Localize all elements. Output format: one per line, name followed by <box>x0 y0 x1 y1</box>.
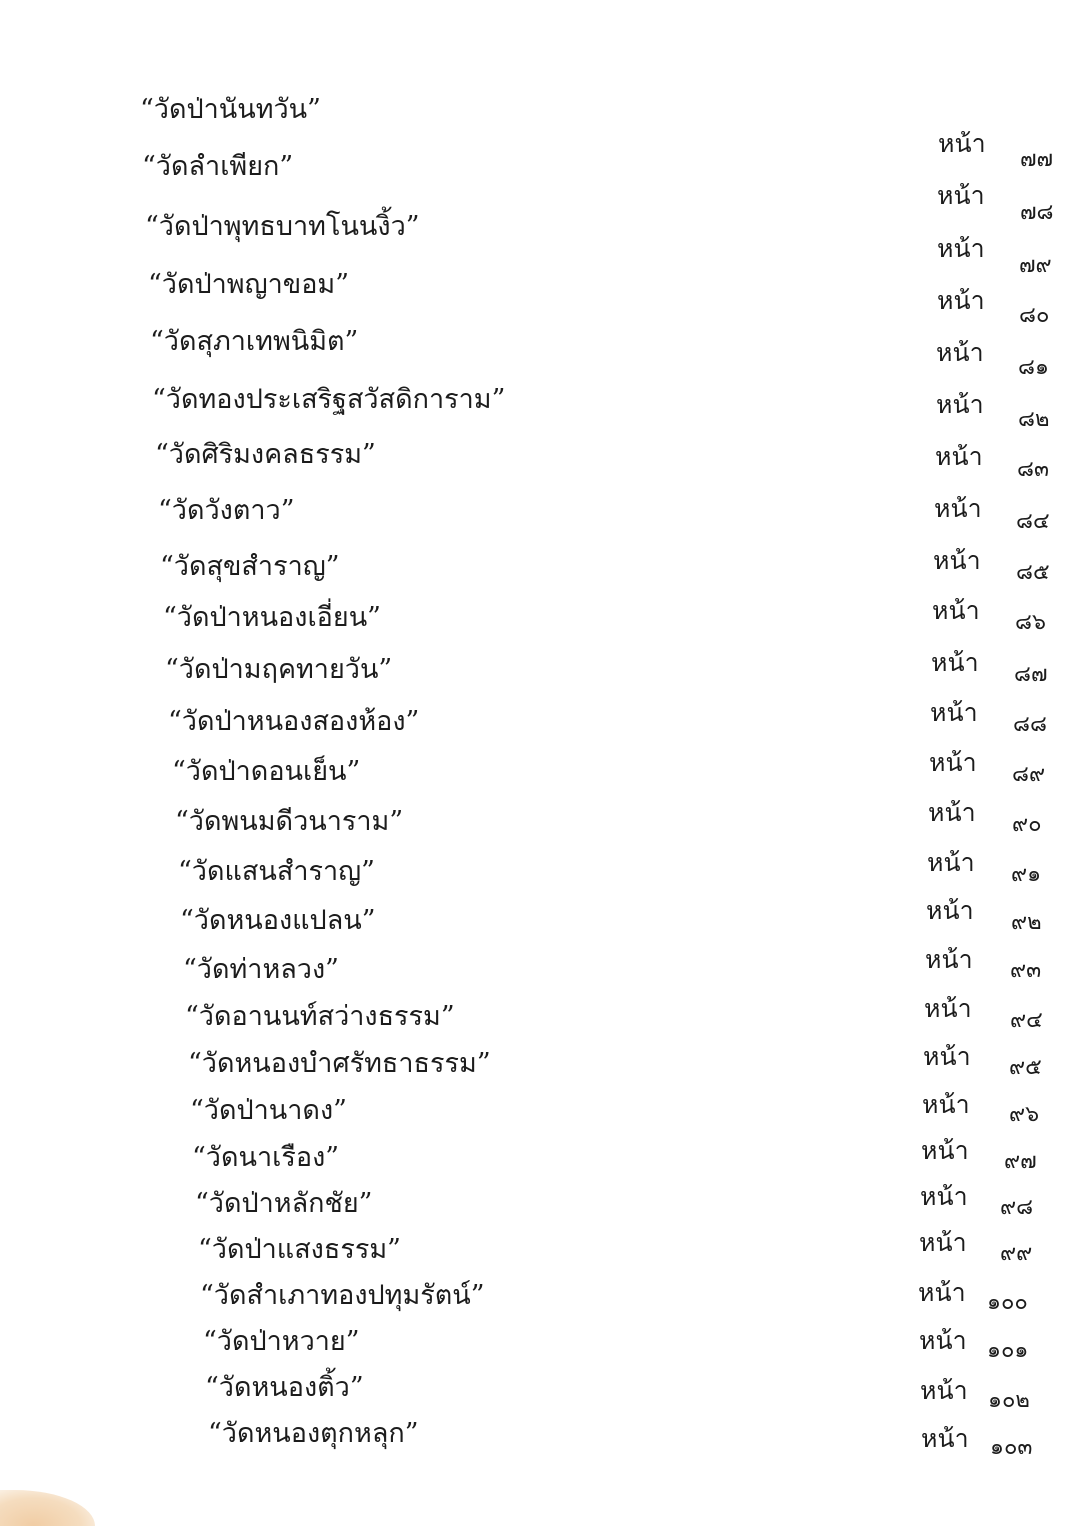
temple-name: “วัดนาเรือง” <box>192 1142 340 1173</box>
page-label: หน้า <box>935 442 983 471</box>
page-number: ๘๕ <box>1016 560 1050 585</box>
page-number: ๙๒ <box>1011 910 1042 935</box>
temple-name: “วัดสำเภาทองปทุมรัตน์” <box>200 1280 485 1311</box>
page-number: ๘๔ <box>1016 509 1050 534</box>
page-label: หน้า <box>919 1326 967 1355</box>
temple-name: “วัดหนองติ้ว” <box>205 1372 364 1403</box>
page-number: ๙๐ <box>1012 812 1042 837</box>
page-label: หน้า <box>918 1278 966 1307</box>
page-label: หน้า <box>922 1090 970 1119</box>
temple-name: “วัดป่าหวาย” <box>203 1326 360 1357</box>
page-number: ๘๙ <box>1012 762 1046 787</box>
temple-name: “วัดศิริมงคลธรรม” <box>155 439 376 470</box>
temple-name: “วัดพนมดีวนาราม” <box>175 806 404 837</box>
temple-name: “วัดป่ามฤคทายวัน” <box>165 654 393 685</box>
temple-name: “วัดป่าแสงธรรม” <box>198 1234 401 1265</box>
temple-name: “วัดวังตาว” <box>158 495 295 526</box>
page-label: หน้า <box>928 798 976 827</box>
page-number: ๙๕ <box>1009 1055 1042 1080</box>
page-label: หน้า <box>926 896 974 925</box>
page-number: ๘๐ <box>1019 303 1050 328</box>
temple-name: “วัดป่าพุทธบาทโนนงิ้ว” <box>145 211 420 242</box>
temple-name: “วัดป่าหนองเอี่ยน” <box>163 602 381 633</box>
temple-name: “วัดป่าหลักชัย” <box>195 1188 373 1219</box>
page-number: ๙๑ <box>1011 862 1042 887</box>
temple-name: “วัดอานนท์สว่างธรรม” <box>185 1001 455 1032</box>
page-label: หน้า <box>919 1228 967 1257</box>
page-number: ๘๒ <box>1018 407 1050 432</box>
page-number: ๗๗ <box>1020 147 1054 172</box>
temple-name: “วัดป่าดอนเย็น” <box>172 756 361 787</box>
temple-name: “วัดหนองตุกหลุก” <box>208 1418 419 1449</box>
page-number: ๗๙ <box>1019 253 1052 278</box>
page-number: ๗๘ <box>1020 200 1054 225</box>
page-label: หน้า <box>932 596 980 625</box>
page-number: ๑๐๐ <box>987 1290 1028 1315</box>
page-label: หน้า <box>920 1376 968 1405</box>
page-label: หน้า <box>924 994 972 1023</box>
temple-name: “วัดป่านันทวัน” <box>140 94 321 125</box>
page-label: หน้า <box>937 181 985 210</box>
page-label: หน้า <box>937 234 985 263</box>
page-number: ๙๔ <box>1010 1008 1043 1033</box>
page-label: หน้า <box>927 848 975 877</box>
page-label: หน้า <box>925 945 973 974</box>
page-number: ๑๐๒ <box>988 1388 1030 1413</box>
temple-name: “วัดสุภาเทพนิมิต” <box>150 326 359 357</box>
temple-name: “วัดป่าพญาขอม” <box>148 269 350 300</box>
page-label: หน้า <box>934 494 982 523</box>
page-label: หน้า <box>929 748 977 777</box>
temple-name: “วัดป่าหนองสองห้อง” <box>168 706 420 737</box>
page-number: ๙๘ <box>1000 1195 1034 1220</box>
temple-name: “วัดสุขสำราญ” <box>160 551 340 582</box>
temple-name: “วัดหนองแปลน” <box>180 905 376 936</box>
page-label: หน้า <box>933 546 981 575</box>
page-label: หน้า <box>938 129 986 158</box>
page-number: ๑๐๓ <box>990 1435 1033 1460</box>
page-label: หน้า <box>936 390 984 419</box>
temple-name: “วัดลำเพียก” <box>142 151 294 182</box>
page-number: ๑๐๑ <box>987 1338 1029 1363</box>
temple-name: “วัดหนองบำศรัทธาธรรม” <box>188 1048 491 1079</box>
page-number: ๙๓ <box>1010 958 1042 983</box>
paper-stain <box>0 1490 95 1526</box>
page-number: ๘๗ <box>1014 662 1048 687</box>
page-number: ๘๖ <box>1015 610 1046 635</box>
page-number: ๘๓ <box>1017 457 1050 482</box>
temple-name: “วัดแสนสำราญ” <box>178 856 375 887</box>
page-label: หน้า <box>931 648 979 677</box>
page-number: ๘๘ <box>1013 712 1047 737</box>
page-number: ๘๑ <box>1018 355 1049 380</box>
page-label: หน้า <box>921 1136 969 1165</box>
page-number: ๙๗ <box>1004 1149 1037 1174</box>
page-label: หน้า <box>937 286 985 315</box>
temple-name: “วัดป่านาดง” <box>190 1095 347 1126</box>
temple-name: “วัดท่าหลวง” <box>183 954 339 985</box>
page-label: หน้า <box>920 1182 968 1211</box>
page-number: ๙๙ <box>1000 1241 1033 1266</box>
page-label: หน้า <box>930 698 978 727</box>
temple-name: “วัดทองประเสริฐสวัสดิการาม” <box>152 384 506 415</box>
page-label: หน้า <box>921 1424 969 1453</box>
page-label: หน้า <box>936 338 984 367</box>
page-number: ๙๖ <box>1009 1102 1040 1127</box>
page-label: หน้า <box>923 1042 971 1071</box>
